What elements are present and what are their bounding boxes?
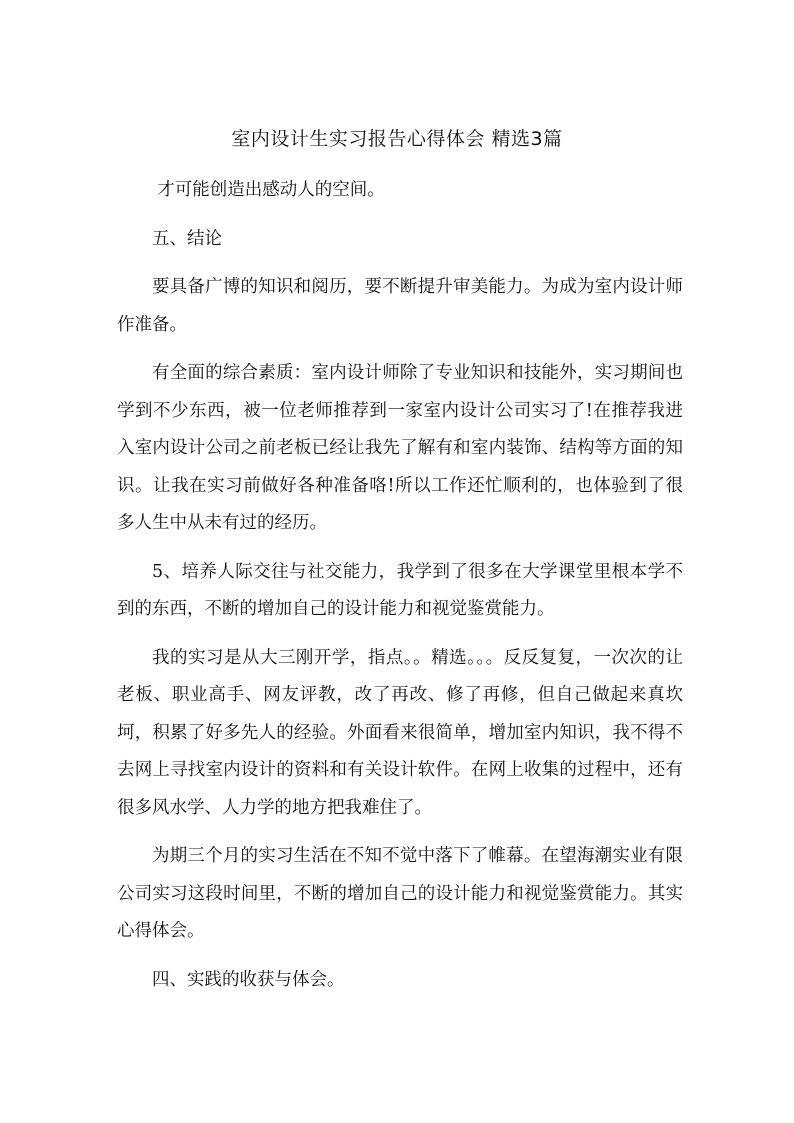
paragraph: 我的实习是从大三刚开学，指点。。精选。。。反反复复，一次次的让老板、职业高手、网友评教，改了再改、修了再修，但自己做起来真坎坷，积累了好多先人的经验。外面看来很简单，增加室内知识，我不得不去网上寻找室内设计的资料和有关设计软件。在网上收集的过程中，还有很多风水学、人力学的地方把我难住了。 [117, 647, 683, 818]
paragraph: 为期三个月的实习生活在不知不觉中落下了帷幕。在望海潮实业有限公司实习这段时间里，不断的增加自己的设计能力和视觉鉴赏能力。其实心得体会。 [117, 846, 683, 941]
document-title: 室内设计生实习报告心得体会 精选3篇 [231, 128, 563, 150]
paragraph: 要具备广博的知识和阅历，要不断提升审美能力。为成为室内设计师作准备。 [117, 277, 683, 335]
paragraph-continuation: 才可能创造出感动人的空间。 [157, 180, 385, 200]
document-body [117, 172, 683, 1010]
paragraph: 5、培养人际交往与社交能力，我学到了很多在大学课堂里根本学不到的东西，不断的增加自己的设计能力和视觉鉴赏能力。 [117, 561, 683, 619]
section-heading-conclusion: 五、结论 [152, 228, 222, 249]
section-heading-practice: 四、实践的收获与体会。 [152, 969, 345, 990]
paragraph: 有全面的综合素质：室内设计师除了专业知识和技能外，实习期间也学到不少东西，被一位老师推荐到一家室内设计公司实习了!在推荐我进入室内设计公司之前老板已经让我先了解有和室内装饰、结构等方面的知识。让我在实习前做好各种准备咯!所以工作还忙顺利的，也体验到了很多人生中从未有过的经历。 [117, 363, 683, 533]
